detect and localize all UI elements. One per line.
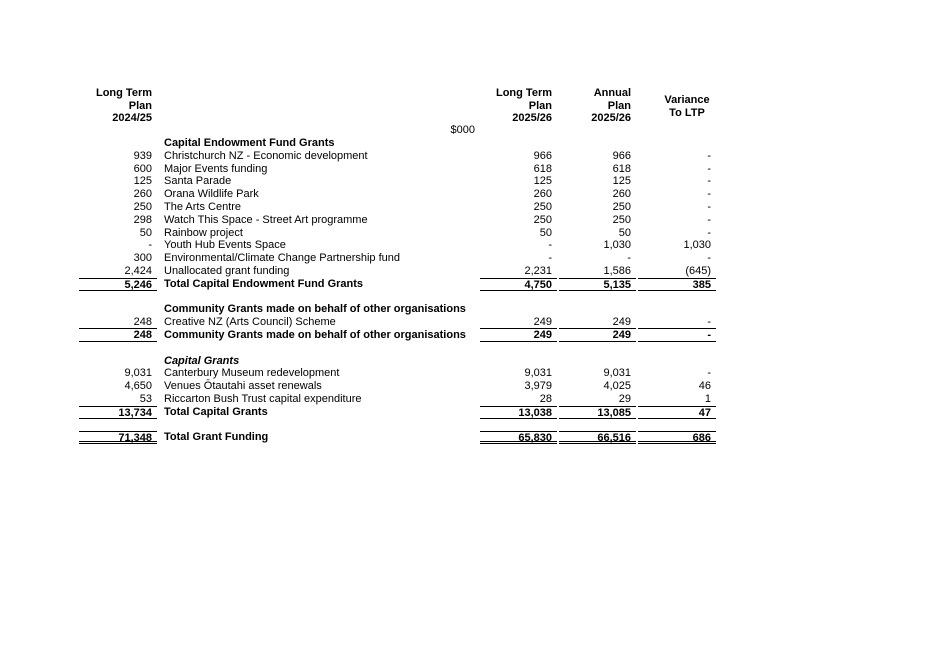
value-long-term-plan-2025-26: 125 xyxy=(533,175,552,188)
value-variance-to-ltp xyxy=(638,137,716,150)
value-variance-to-ltp: - xyxy=(638,316,716,329)
header-line: Long Term xyxy=(495,87,552,99)
table-row xyxy=(0,163,934,176)
row-description xyxy=(164,291,479,304)
subtotal-row xyxy=(0,329,934,342)
value-long-term-plan-2025-26: 9,031 xyxy=(524,367,552,380)
row-description: Santa Parade xyxy=(164,175,232,188)
value-annual-plan-2025-26: 50 xyxy=(618,226,631,239)
value-annual-plan-2025-26: 4,025 xyxy=(603,380,631,393)
table-row xyxy=(0,188,934,201)
value-long-term-plan-2024-25 xyxy=(79,419,157,432)
table-row xyxy=(0,252,934,265)
value-long-term-plan-2024-25: 125 xyxy=(133,175,152,188)
value-variance-to-ltp: - xyxy=(707,367,711,380)
value-long-term-plan-2024-25: 300 xyxy=(133,252,152,265)
table-row xyxy=(0,201,934,214)
table-row xyxy=(0,214,934,227)
value-long-term-plan-2025-26: 3,979 xyxy=(524,380,552,393)
row-description: The Arts Centre xyxy=(164,200,242,213)
row-description: Unallocated grant funding xyxy=(164,264,290,277)
value-variance-to-ltp: - xyxy=(707,175,711,188)
value-long-term-plan-2024-25: 600 xyxy=(133,162,152,175)
value-annual-plan-2025-26: 618 xyxy=(612,162,631,175)
value-annual-plan-2025-26 xyxy=(559,137,636,150)
value-long-term-plan-2025-26 xyxy=(480,291,557,304)
header-line: Plan xyxy=(528,99,552,112)
value-annual-plan-2025-26: 1,030 xyxy=(603,239,631,252)
value-annual-plan-2025-26: 13,085 xyxy=(559,406,636,419)
section-heading-row xyxy=(0,303,934,316)
value-long-term-plan-2024-25 xyxy=(79,342,157,355)
table-row xyxy=(0,227,934,240)
table-row xyxy=(0,239,934,252)
value-long-term-plan-2025-26: 50 xyxy=(539,226,552,239)
header-variance-to-ltp xyxy=(648,94,726,119)
row-description xyxy=(164,419,479,432)
value-variance-to-ltp: - xyxy=(707,162,711,175)
header-long-term-plan-2024-25 xyxy=(79,87,152,125)
value-annual-plan-2025-26: 5,135 xyxy=(559,278,636,291)
header-line: 2025/26 xyxy=(512,112,552,124)
value-long-term-plan-2024-25 xyxy=(79,137,157,150)
spacer-row xyxy=(0,419,934,432)
value-long-term-plan-2025-26: 13,038 xyxy=(480,406,557,419)
value-variance-to-ltp xyxy=(638,291,716,304)
subtotal-row xyxy=(0,278,934,291)
value-long-term-plan-2025-26: 966 xyxy=(533,149,552,162)
header-long-term-plan-2025-26 xyxy=(480,87,552,125)
value-variance-to-ltp: 1,030 xyxy=(683,239,711,252)
value-long-term-plan-2025-26: 250 xyxy=(533,200,552,213)
value-long-term-plan-2024-25 xyxy=(79,291,157,304)
value-long-term-plan-2024-25: - xyxy=(148,239,152,252)
row-description: Canterbury Museum redevelopment xyxy=(164,367,340,380)
value-long-term-plan-2024-25: 2,424 xyxy=(124,264,152,277)
grand-total-row xyxy=(0,431,934,444)
value-variance-to-ltp: - xyxy=(707,252,711,265)
value-annual-plan-2025-26: 66,516 xyxy=(559,431,636,444)
row-description: Major Events funding xyxy=(164,162,268,175)
value-long-term-plan-2025-26: 28 xyxy=(539,392,552,405)
value-annual-plan-2025-26: 249 xyxy=(559,329,636,342)
table-row xyxy=(0,316,934,329)
value-variance-to-ltp xyxy=(638,355,716,368)
value-variance-to-ltp: (645) xyxy=(685,264,711,277)
value-long-term-plan-2025-26: 260 xyxy=(533,188,552,201)
value-variance-to-ltp: 47 xyxy=(638,406,716,419)
value-long-term-plan-2024-25: 53 xyxy=(139,392,152,405)
row-description: Watch This Space - Street Art programme xyxy=(164,213,368,226)
value-long-term-plan-2025-26 xyxy=(480,303,557,316)
row-description: Total Capital Endowment Fund Grants xyxy=(164,277,364,290)
header-line: Plan xyxy=(128,99,152,112)
value-variance-to-ltp xyxy=(638,342,716,355)
value-variance-to-ltp xyxy=(638,419,716,432)
value-annual-plan-2025-26: - xyxy=(627,252,631,265)
row-description: Community Grants made on behalf of other organisations xyxy=(164,303,466,316)
value-long-term-plan-2025-26 xyxy=(480,419,557,432)
spacer-row xyxy=(0,342,934,355)
value-long-term-plan-2025-26: 4,750 xyxy=(480,278,557,291)
header-line: Plan xyxy=(607,99,631,112)
value-long-term-plan-2024-25: 50 xyxy=(139,226,152,239)
value-long-term-plan-2025-26 xyxy=(480,355,557,368)
subtotal-row xyxy=(0,406,934,419)
value-long-term-plan-2025-26: 250 xyxy=(533,213,552,226)
value-annual-plan-2025-26 xyxy=(559,419,636,432)
header-line: 2024/25 xyxy=(112,112,152,124)
spacer-row xyxy=(0,291,934,304)
value-long-term-plan-2025-26: 618 xyxy=(533,162,552,175)
value-annual-plan-2025-26 xyxy=(559,291,636,304)
value-annual-plan-2025-26: 1,586 xyxy=(603,264,631,277)
value-long-term-plan-2024-25 xyxy=(79,303,157,316)
table-row xyxy=(0,367,934,380)
value-variance-to-ltp: - xyxy=(707,188,711,201)
header-line: 2025/26 xyxy=(591,112,631,124)
row-description: Riccarton Bush Trust capital expenditure xyxy=(164,392,362,405)
value-variance-to-ltp: - xyxy=(707,213,711,226)
value-annual-plan-2025-26 xyxy=(559,342,636,355)
value-long-term-plan-2025-26: - xyxy=(548,239,552,252)
value-long-term-plan-2024-25: 5,246 xyxy=(79,278,157,291)
value-variance-to-ltp: 46 xyxy=(698,380,711,393)
value-variance-to-ltp: 385 xyxy=(638,278,716,291)
value-long-term-plan-2025-26: 249 xyxy=(480,316,557,329)
header-line: To LTP xyxy=(669,106,705,119)
row-description: Orana Wildlife Park xyxy=(164,188,259,201)
row-description: Christchurch NZ - Economic development xyxy=(164,149,368,162)
value-long-term-plan-2024-25 xyxy=(79,355,157,368)
row-description: Community Grants made on behalf of other organisations xyxy=(164,328,466,341)
row-description: Total Capital Grants xyxy=(164,405,268,418)
value-long-term-plan-2025-26 xyxy=(480,137,557,150)
header-line: Variance xyxy=(664,94,710,106)
value-long-term-plan-2024-25: 4,650 xyxy=(124,380,152,393)
row-description: Capital Grants xyxy=(164,354,240,367)
row-description: Venues Ōtautahi asset renewals xyxy=(164,380,322,393)
value-long-term-plan-2024-25: 71,348 xyxy=(79,431,157,444)
value-variance-to-ltp: - xyxy=(707,149,711,162)
table-row xyxy=(0,150,934,163)
row-description xyxy=(164,342,479,355)
value-annual-plan-2025-26: 260 xyxy=(612,188,631,201)
row-description: Environmental/Climate Change Partnership fund xyxy=(164,252,401,265)
value-variance-to-ltp: - xyxy=(707,226,711,239)
value-long-term-plan-2024-25: 248 xyxy=(79,316,157,329)
value-long-term-plan-2025-26: 249 xyxy=(480,329,557,342)
unit-label: $000 xyxy=(450,124,475,136)
header-line: Long Term xyxy=(95,87,152,99)
value-annual-plan-2025-26: 966 xyxy=(612,149,631,162)
table-row xyxy=(0,393,934,406)
value-annual-plan-2025-26: 250 xyxy=(612,213,631,226)
section-heading-row xyxy=(0,355,934,368)
value-variance-to-ltp xyxy=(638,303,716,316)
value-variance-to-ltp: 1 xyxy=(704,392,711,405)
value-long-term-plan-2024-25: 9,031 xyxy=(124,367,152,380)
row-description: Total Grant Funding xyxy=(164,431,269,444)
value-long-term-plan-2024-25: 248 xyxy=(79,329,157,342)
header-annual-plan-2025-26 xyxy=(559,87,631,125)
table-row xyxy=(0,265,934,278)
value-annual-plan-2025-26: 9,031 xyxy=(603,367,631,380)
value-long-term-plan-2024-25: 13,734 xyxy=(79,406,157,419)
value-long-term-plan-2024-25: 260 xyxy=(133,188,152,201)
row-description: Capital Endowment Fund Grants xyxy=(164,137,335,149)
table-row xyxy=(0,380,934,393)
row-description: Creative NZ (Arts Council) Scheme xyxy=(164,316,336,329)
value-annual-plan-2025-26 xyxy=(559,355,636,368)
value-long-term-plan-2025-26 xyxy=(480,342,557,355)
value-long-term-plan-2024-25: 298 xyxy=(133,213,152,226)
table-row xyxy=(0,175,934,188)
value-annual-plan-2025-26: 250 xyxy=(612,200,631,213)
value-long-term-plan-2025-26: - xyxy=(548,252,552,265)
section-heading-row xyxy=(0,137,934,150)
grants-table xyxy=(0,137,934,444)
value-long-term-plan-2025-26: 65,830 xyxy=(480,431,557,444)
value-annual-plan-2025-26: 249 xyxy=(559,316,636,329)
value-long-term-plan-2024-25: 250 xyxy=(133,200,152,213)
value-long-term-plan-2025-26: 2,231 xyxy=(524,264,552,277)
value-annual-plan-2025-26 xyxy=(559,303,636,316)
header-line: Annual xyxy=(593,87,631,99)
value-annual-plan-2025-26: 29 xyxy=(618,392,631,405)
row-description: Youth Hub Events Space xyxy=(164,239,286,252)
value-variance-to-ltp: 686 xyxy=(638,431,716,444)
row-description: Rainbow project xyxy=(164,226,243,239)
value-variance-to-ltp: - xyxy=(638,329,716,342)
value-variance-to-ltp: - xyxy=(707,200,711,213)
value-long-term-plan-2024-25: 939 xyxy=(133,149,152,162)
value-annual-plan-2025-26: 125 xyxy=(612,175,631,188)
